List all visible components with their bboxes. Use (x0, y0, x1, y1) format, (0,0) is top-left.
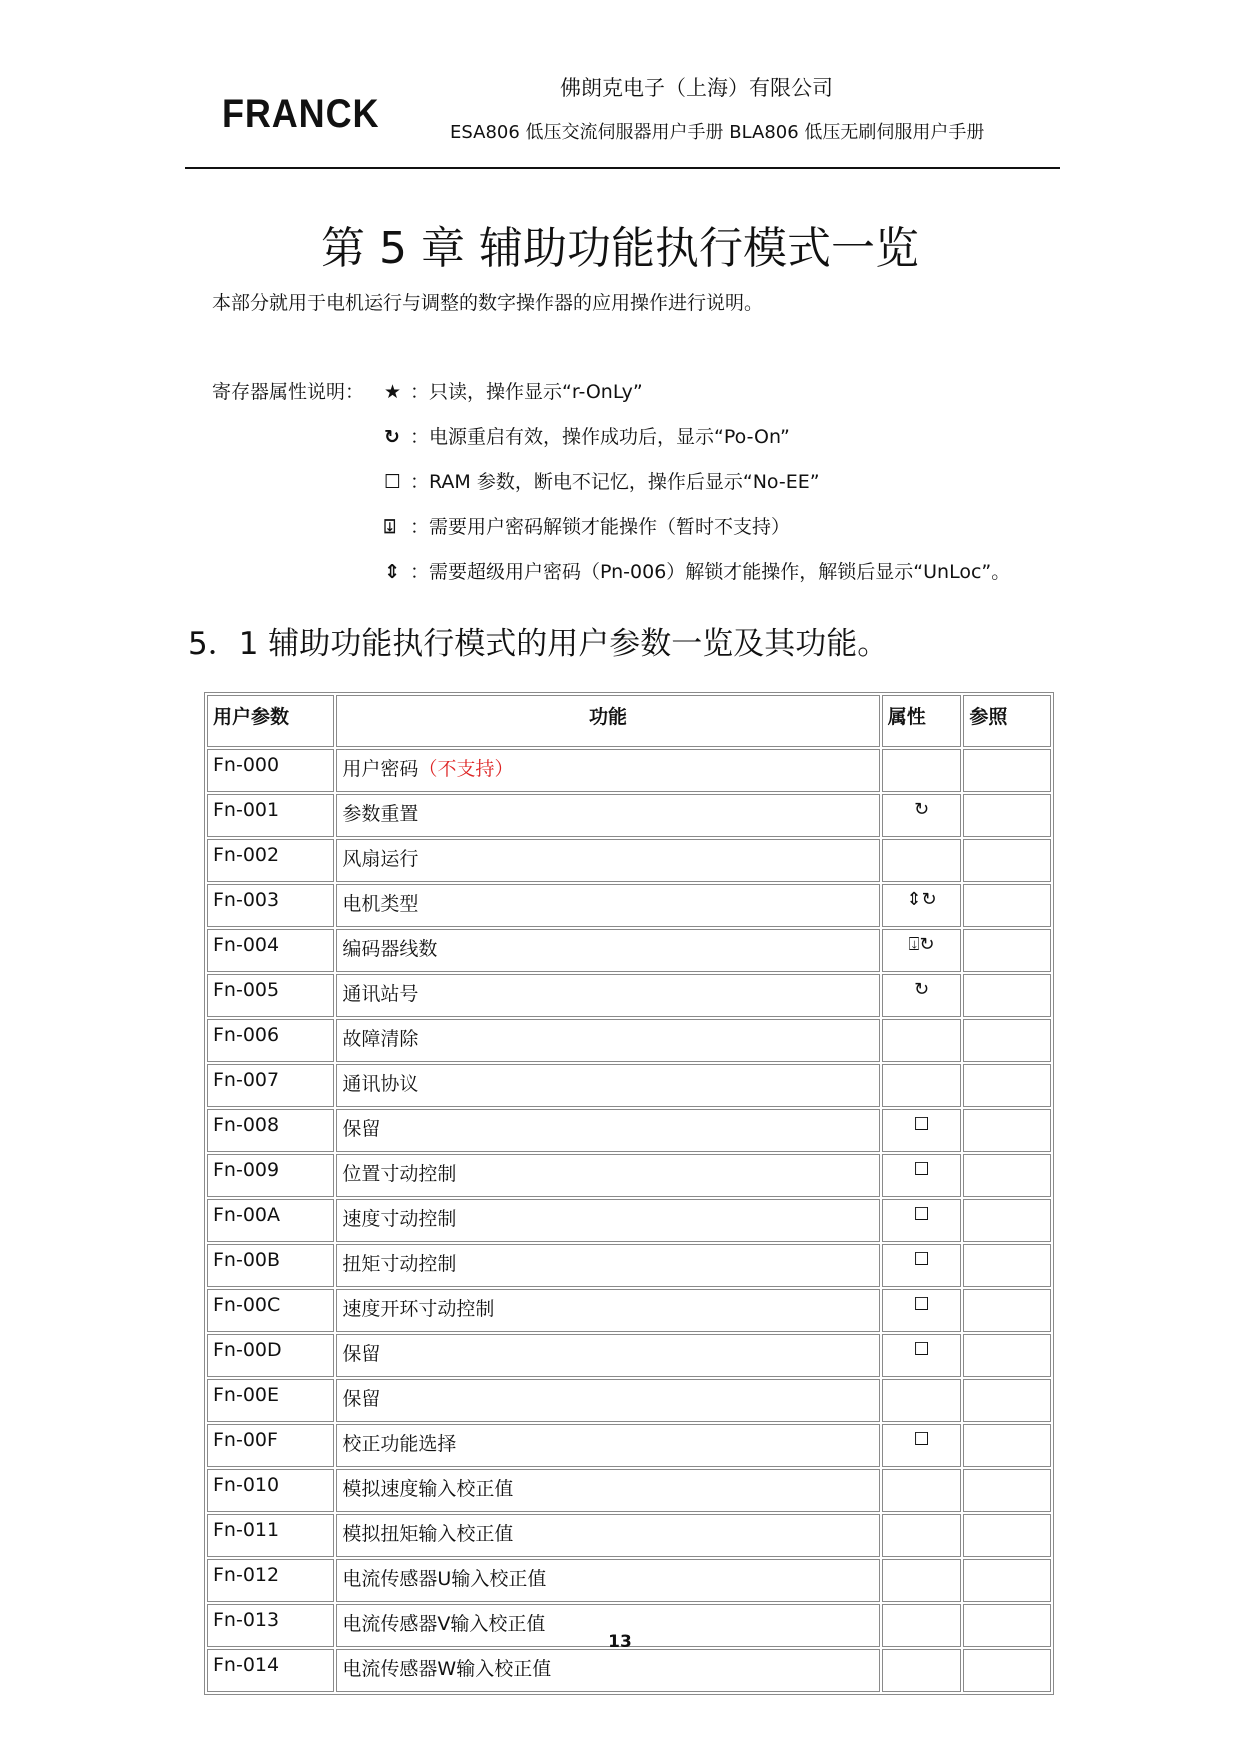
param-cell: Fn-012 (207, 1559, 334, 1602)
reference-cell (963, 1019, 1051, 1062)
param-cell: Fn-004 (207, 929, 334, 972)
param-cell: Fn-00F (207, 1424, 334, 1467)
function-text: 通讯协议 (342, 1073, 419, 1095)
reference-cell (963, 1379, 1051, 1422)
function-note: （不支持） (418, 758, 514, 780)
square-icon: ☐ (384, 471, 402, 493)
param-cell: Fn-006 (207, 1019, 334, 1062)
function-cell (336, 1649, 879, 1692)
function-text: 电流传感器V输入校正值 (342, 1613, 546, 1635)
function-cell (336, 884, 879, 927)
reference-cell (963, 1109, 1051, 1152)
attribute-cell (882, 1379, 962, 1422)
table-row (207, 1109, 1051, 1152)
table-row (207, 749, 1051, 792)
param-cell: Fn-003 (207, 884, 334, 927)
function-text: 保留 (342, 1388, 381, 1410)
attribute-cell (882, 1064, 962, 1107)
header-param: 用户参数 (207, 695, 334, 747)
param-cell: Fn-000 (207, 749, 334, 792)
function-text: 模拟扭矩输入校正值 (342, 1523, 514, 1545)
reference-cell (963, 749, 1051, 792)
table-row (207, 794, 1051, 837)
function-text: 通讯站号 (342, 983, 419, 1005)
attribute-cell: ☐ (882, 1424, 962, 1467)
chapter-title: 第 5 章 辅助功能执行模式一览 (321, 223, 919, 275)
table-row (207, 1199, 1051, 1242)
table-row (207, 974, 1051, 1017)
manual-subtitle: ESA806 低压交流伺服器用户手册 BLA806 低压无刷伺服用户手册 (450, 122, 985, 143)
function-cell (336, 1469, 879, 1512)
function-cell (336, 794, 879, 837)
param-cell: Fn-005 (207, 974, 334, 1017)
table-row (207, 1469, 1051, 1512)
function-cell (336, 929, 879, 972)
function-cell (336, 1289, 879, 1332)
function-cell (336, 974, 879, 1017)
reference-cell (963, 1469, 1051, 1512)
function-text: 电流传感器U输入校正值 (342, 1568, 547, 1590)
legend-text: ：需要用户密码解锁才能操作（暂时不支持） (410, 516, 791, 538)
function-text: 用户密码 (342, 758, 419, 780)
super-lock-icon: ⇕ (384, 561, 400, 583)
reference-cell (963, 1064, 1051, 1107)
function-text: 保留 (342, 1118, 381, 1140)
table-row (207, 1379, 1051, 1422)
function-text: 模拟速度输入校正值 (342, 1478, 514, 1500)
table-row (207, 884, 1051, 927)
table-row (207, 1649, 1051, 1692)
legend-item-user-password (384, 512, 790, 539)
param-cell: Fn-00C (207, 1289, 334, 1332)
table-row (207, 1559, 1051, 1602)
table-row (207, 839, 1051, 882)
param-cell: Fn-011 (207, 1514, 334, 1557)
function-cell (336, 839, 879, 882)
table-row (207, 1064, 1051, 1107)
attribute-cell: ☐ (882, 1109, 962, 1152)
table-header-row (207, 695, 1051, 747)
param-cell: Fn-00A (207, 1199, 334, 1242)
reference-cell (963, 1289, 1051, 1332)
page-number: 13 (608, 1632, 632, 1652)
function-text: 扭矩寸动控制 (342, 1253, 457, 1275)
param-cell: Fn-001 (207, 794, 334, 837)
function-cell (336, 1244, 879, 1287)
param-cell: Fn-00B (207, 1244, 334, 1287)
table-row (207, 1424, 1051, 1467)
function-text: 校正功能选择 (342, 1433, 457, 1455)
header-attribute: 属性 (882, 695, 962, 747)
attribute-cell (882, 1514, 962, 1557)
param-cell: Fn-009 (207, 1154, 334, 1197)
company-logo: FRANCK (222, 92, 380, 136)
attribute-cell (882, 1469, 962, 1512)
reference-cell (963, 1244, 1051, 1287)
table-row (207, 929, 1051, 972)
function-cell (336, 1199, 879, 1242)
legend-text: ：只读，操作显示“r-OnLy” (410, 381, 643, 403)
param-cell: Fn-00E (207, 1379, 334, 1422)
table-row (207, 1244, 1051, 1287)
attribute-cell: ☐ (882, 1244, 962, 1287)
intro-paragraph: 本部分就用于电机运行与调整的数字操作器的应用操作进行说明。 (212, 292, 764, 314)
param-cell: Fn-002 (207, 839, 334, 882)
reference-cell (963, 884, 1051, 927)
table-row (207, 1514, 1051, 1557)
user-lock-icon: ⍗ (384, 516, 396, 538)
function-cell (336, 1514, 879, 1557)
reference-cell (963, 1424, 1051, 1467)
param-cell: Fn-00D (207, 1334, 334, 1377)
attribute-cell: ↻ (882, 974, 962, 1017)
attribute-cell: ☐ (882, 1334, 962, 1377)
param-cell: Fn-007 (207, 1064, 334, 1107)
reference-cell (963, 1649, 1051, 1692)
table-row (207, 1154, 1051, 1197)
company-name: 佛朗克电子（上海）有限公司 (560, 76, 833, 100)
attribute-cell (882, 749, 962, 792)
attribute-cell (882, 1559, 962, 1602)
attribute-cell: ⍗↻ (882, 929, 962, 972)
attribute-cell (882, 1649, 962, 1692)
legend-text: ：需要超级用户密码（Pn-006）解锁才能操作，解锁后显示“UnLoc”。 (410, 561, 1011, 583)
legend-item-ram (384, 467, 820, 494)
reference-cell (963, 929, 1051, 972)
function-cell (336, 749, 879, 792)
attribute-cell (882, 1019, 962, 1062)
function-text: 位置寸动控制 (342, 1163, 457, 1185)
reference-cell (963, 1514, 1051, 1557)
function-cell (336, 1019, 879, 1062)
param-cell: Fn-014 (207, 1649, 334, 1692)
function-text: 电机类型 (342, 893, 419, 915)
function-text: 电流传感器W输入校正值 (342, 1658, 552, 1680)
legend-item-power-restart (384, 422, 790, 449)
reference-cell (963, 974, 1051, 1017)
function-text: 保留 (342, 1343, 381, 1365)
function-cell (336, 1109, 879, 1152)
function-text: 速度寸动控制 (342, 1208, 457, 1230)
attribute-cell: ↻ (882, 794, 962, 837)
reference-cell (963, 839, 1051, 882)
reference-cell (963, 1334, 1051, 1377)
legend-text: ：电源重启有效，操作成功后，显示“Po-On” (410, 426, 790, 448)
attribute-cell (882, 839, 962, 882)
legend-item-super-password (384, 557, 1010, 584)
function-cell (336, 1064, 879, 1107)
reference-cell (963, 794, 1051, 837)
function-text: 风扇运行 (342, 848, 419, 870)
table-row (207, 1289, 1051, 1332)
param-cell: Fn-010 (207, 1469, 334, 1512)
function-text: 速度开环寸动控制 (342, 1298, 495, 1320)
attribute-cell: ⇕↻ (882, 884, 962, 927)
legend-label: 寄存器属性说明： (212, 381, 365, 403)
function-cell (336, 1559, 879, 1602)
reference-cell (963, 1199, 1051, 1242)
function-cell (336, 1379, 879, 1422)
function-cell (336, 1154, 879, 1197)
star-icon: ★ (384, 381, 402, 403)
function-cell (336, 1334, 879, 1377)
header-function: 功能 (336, 695, 879, 747)
legend-item-readonly (384, 377, 643, 404)
attribute-cell: ☐ (882, 1289, 962, 1332)
reference-cell (963, 1154, 1051, 1197)
param-cell: Fn-008 (207, 1109, 334, 1152)
header-divider (185, 167, 1060, 169)
function-text: 编码器线数 (342, 938, 438, 960)
table-row (207, 1334, 1051, 1377)
section-title: 5．1 辅助功能执行模式的用户参数一览及其功能。 (188, 626, 889, 662)
attribute-cell: ☐ (882, 1154, 962, 1197)
parameter-table (204, 692, 1054, 1695)
function-text: 故障清除 (342, 1028, 419, 1050)
reference-cell (963, 1559, 1051, 1602)
function-text: 参数重置 (342, 803, 419, 825)
function-cell (336, 1424, 879, 1467)
table-row (207, 1019, 1051, 1062)
attribute-cell: ☐ (882, 1199, 962, 1242)
table-body (207, 749, 1051, 1692)
param-cell: Fn-013 (207, 1604, 334, 1647)
legend-text: ：RAM 参数，断电不记忆，操作后显示“No-EE” (410, 471, 820, 493)
header-reference: 参照 (963, 695, 1051, 747)
power-restart-icon: ↻ (384, 426, 400, 448)
